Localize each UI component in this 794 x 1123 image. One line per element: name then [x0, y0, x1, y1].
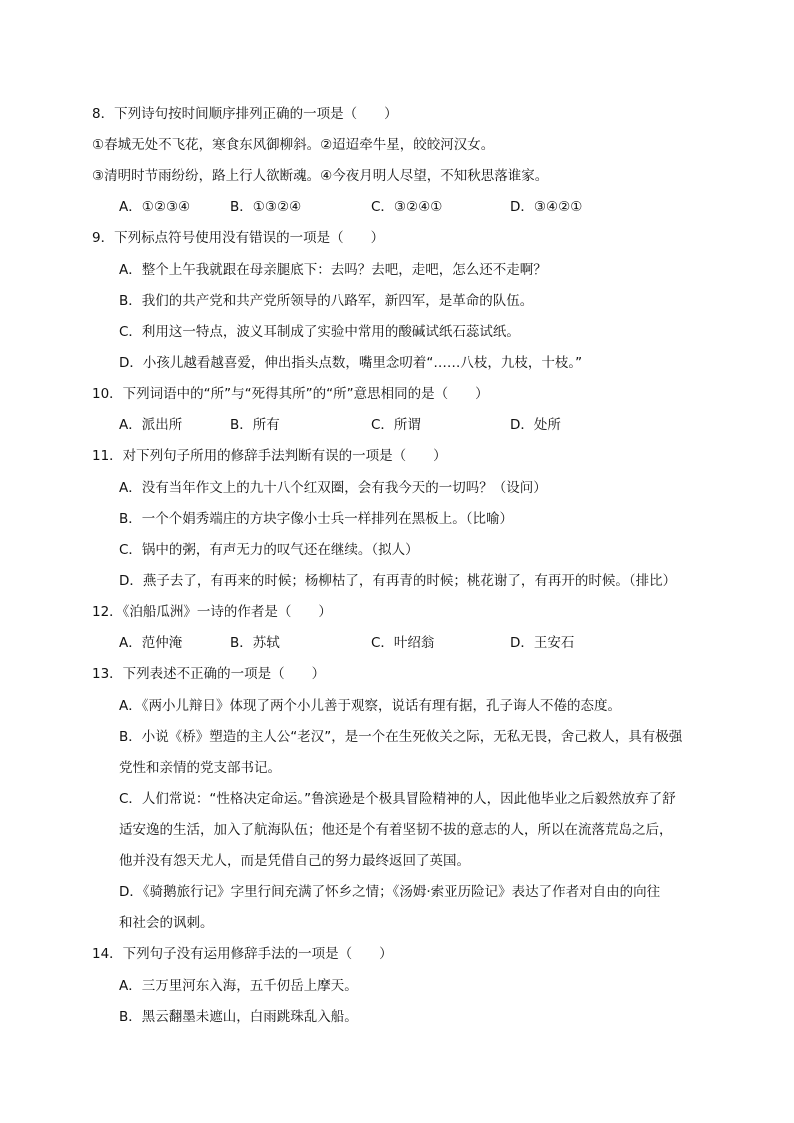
q8-option-c: C．③②④① — [371, 199, 443, 215]
q12-option-b: B．苏轼 — [230, 635, 280, 651]
q13-option-c-line-1: C．人们常说：“性格决定命运。”鲁滨逊是个极具冒险精神的人，因此他毕业之后毅然放弃了舒 — [119, 791, 676, 807]
q9-option-b: B．我们的共产党和共产党所领导的八路军，新四军，是革命的队伍。 — [119, 293, 534, 309]
q10-option-b: B．所有 — [230, 417, 280, 433]
q10-stem: 10．下列词语中的“所”与“死得其所”的“所”意思相同的是（ ） — [92, 386, 489, 402]
q8-option-d: D．③④②① — [510, 199, 583, 215]
q11-option-b: B．一个个娟秀端庄的方块字像小士兵一样排列在黑板上。（比喻） — [119, 511, 514, 527]
q12-stem: 12．《泊船瓜洲》一诗的作者是（ ） — [92, 604, 332, 620]
q13-option-c-line-3: 他并没有怨天尤人，而是凭借自己的努力最终返回了英国。 — [119, 853, 470, 869]
q12-options — [119, 633, 739, 653]
q14-stem: 14．下列句子没有运用修辞手法的一项是（ ） — [92, 946, 393, 962]
q10-options — [119, 415, 739, 435]
q13-option-d-line-2: 和社会的讽刺。 — [119, 915, 214, 931]
q9-option-d: D．小孩儿越看越喜爱，伸出指头点数，嘴里念叨着“……八枝，九枝，十枝。” — [119, 355, 583, 371]
q13-stem: 13．下列表述不正确的一项是（ ） — [92, 666, 326, 682]
q10-option-c: C．所谓 — [371, 417, 421, 433]
q11-option-c: C．锅中的粥，有声无力的叹气还在继续。（拟人） — [119, 542, 419, 558]
q8-stem: 8．下列诗句按时间顺序排列正确的一项是（ ） — [92, 106, 398, 122]
q8-options — [119, 197, 739, 217]
q10-option-a: A．派出所 — [119, 417, 183, 433]
q13-option-c-line-2: 适安逸的生活，加入了航海队伍；他还是个有着坚韧不拔的意志的人，所以在流落荒岛之后， — [119, 822, 673, 838]
q9-stem: 9．下列标点符号使用没有错误的一项是（ ） — [92, 230, 385, 246]
q8-option-a: A．①②③④ — [119, 199, 191, 215]
q13-option-d-line-1: D．《骑鹅旅行记》字里行间充满了怀乡之情；《汤姆·索亚历险记》表达了作者对自由的向往 — [119, 884, 661, 900]
q10-option-d: D．处所 — [510, 417, 561, 433]
q8-option-b: B．①③②④ — [230, 199, 302, 215]
q8-poem-line-1: ①春城无处不飞花，寒食东风御柳斜。②迢迢牵牛星，皎皎河汉女。 — [92, 137, 495, 153]
q12-option-c: C．叶绍翁 — [371, 635, 435, 651]
q9-option-a: A．整个上午我就跟在母亲腿底下：去吗？去吧，走吧，怎么还不走啊？ — [119, 262, 547, 278]
q12-option-d: D．王安石 — [510, 635, 575, 651]
q13-option-b-line-2: 党性和亲情的党支部书记。 — [119, 760, 281, 776]
q11-option-d: D．燕子去了，有再来的时候；杨柳枯了，有再青的时候；桃花谢了，有再开的时候。（排比） — [119, 573, 677, 589]
q11-option-a: A．没有当年作文上的九十八个红双圈，会有我今天的一切吗？（设问） — [119, 480, 547, 496]
q12-option-a: A．范仲淹 — [119, 635, 183, 651]
q11-stem: 11．对下列句子所用的修辞手法判断有误的一项是（ ） — [92, 448, 447, 464]
q13-option-a: A．《两小儿辩日》体现了两个小儿善于观察，说话有理有据，孔子诲人不倦的态度。 — [119, 698, 621, 714]
q14-option-a: A．三万里河东入海，五千仞岳上摩天。 — [119, 978, 358, 994]
q8-poem-line-2: ③清明时节雨纷纷，路上行人欲断魂。④今夜月明人尽望，不知秋思落谁家。 — [92, 168, 549, 184]
q14-option-b: B．黑云翻墨未遮山，白雨跳珠乱入船。 — [119, 1009, 358, 1025]
q13-option-b-line-1: B．小说《桥》塑造的主人公“老汉”，是一个在生死攸关之际，无私无畏，舍己救人，具有极强 — [119, 729, 683, 745]
q9-option-c: C．利用这一特点，波义耳制成了实验中常用的酸碱试纸石蕊试纸。 — [119, 324, 520, 340]
